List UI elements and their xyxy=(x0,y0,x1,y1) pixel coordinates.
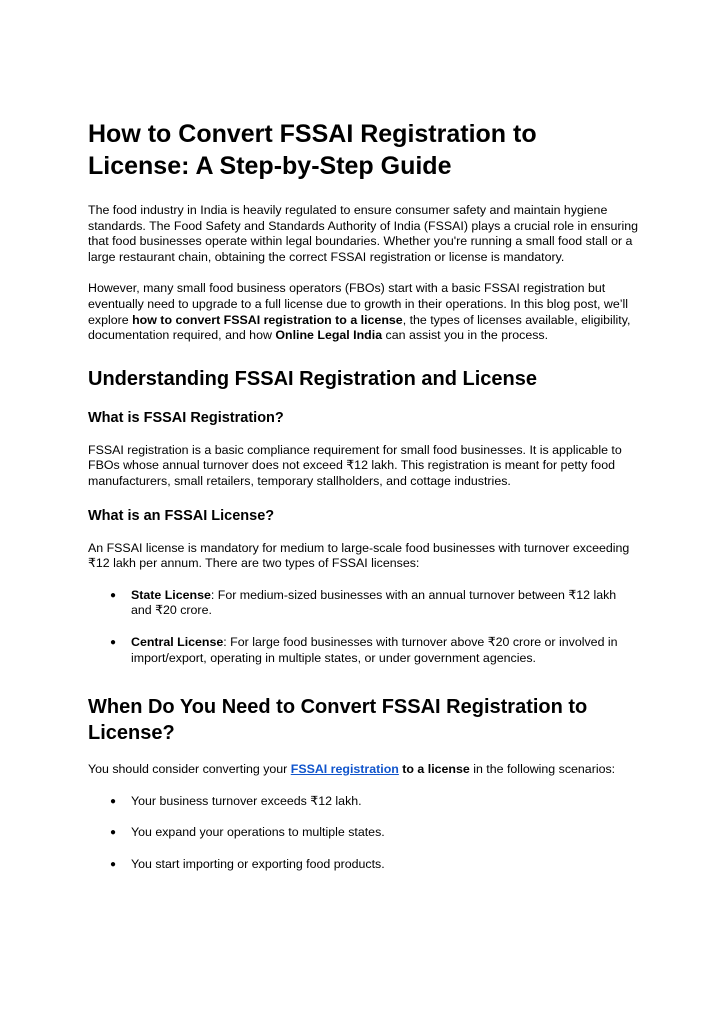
scenarios-intro-text-2: in the following scenarios: xyxy=(469,762,616,777)
intro-p2-text-1: However, many small food business operators (FBOs) start with a basic FSSAI registration but eventually need to upgrade to a full license due to growth in their operations. In this blog post, we’ll explore xyxy=(88,281,629,327)
list-item-bold: Central License xyxy=(131,634,224,649)
fssai-registration-link[interactable]: FSSAI registration xyxy=(290,762,399,777)
section-heading-when-convert: When Do You Need to Convert FSSAI Registration to License? xyxy=(88,696,588,745)
scenarios-list xyxy=(88,794,640,873)
list-item-text: You start importing or exporting food products. xyxy=(131,856,385,871)
document-title: How to Convert FSSAI Registration to License: A Step-by-Step Guide xyxy=(88,120,537,180)
intro-paragraph-2 xyxy=(88,281,640,343)
scenarios-intro-bold: to a license xyxy=(398,762,470,777)
bullet-icon: ● xyxy=(110,858,117,870)
intro-p2-text-3: can assist you in the process. xyxy=(382,328,549,343)
list-item-state-license xyxy=(88,588,640,619)
list-item xyxy=(88,825,640,841)
subheading-what-is-registration: What is FSSAI Registration? xyxy=(88,409,284,426)
bullet-icon: ● xyxy=(110,827,117,839)
list-item xyxy=(88,794,640,810)
scenarios-intro-text-1: You should consider converting your xyxy=(88,762,291,777)
list-item xyxy=(88,857,640,873)
registration-paragraph: FSSAI registration is a basic compliance requirement for small food businesses. It is applicable to FBOs whose annual turnover does not exceed ₹12 lakh. This registration is meant for petty food manufacturers, small retailers, temporary stallholders, and cottage industries. xyxy=(88,442,622,488)
bullet-icon: ● xyxy=(110,636,117,648)
list-item-text: Your business turnover exceeds ₹12 lakh. xyxy=(131,793,362,808)
list-item-bold: State License xyxy=(131,587,211,602)
intro-paragraph-1: The food industry in India is heavily regulated to ensure consumer safety and maintain hygiene standards. The Food Safety and Standards Authority of India (FSSAI) plays a crucial role in ensuring that food businesses operate within legal boundaries. Whether you're running a small food stall or a large restaurant chain, obtaining the correct FSSAI registration or license is mandatory. xyxy=(88,203,639,264)
license-types-list xyxy=(88,588,640,666)
subheading-what-is-license: What is an FSSAI License? xyxy=(88,507,275,524)
list-item-text: You expand your operations to multiple states. xyxy=(131,825,385,840)
intro-p2-text-2: , the types of licenses available, eligibility, documentation required, and how xyxy=(88,312,631,343)
document-page xyxy=(88,118,640,888)
scenarios-intro xyxy=(88,762,640,778)
bullet-icon: ● xyxy=(110,589,117,601)
section-heading-understanding: Understanding FSSAI Registration and License xyxy=(88,367,537,390)
list-item-central-license xyxy=(88,635,640,666)
list-item-text: : For medium-sized businesses with an annual turnover between ₹12 lakh and ₹20 crore. xyxy=(131,587,617,618)
intro-p2-bold-2: Online Legal India xyxy=(275,328,383,343)
license-paragraph: An FSSAI license is mandatory for medium to large-scale food businesses with turnover exceeding ₹12 lakh per annum. There are two types of FSSAI licenses: xyxy=(88,540,630,571)
bullet-icon: ● xyxy=(110,795,117,807)
list-item-text: : For large food businesses with turnover above ₹20 crore or involved in import/export, operating in multiple states, or under government agencies. xyxy=(131,634,618,665)
intro-p2-bold-1: how to convert FSSAI registration to a license xyxy=(132,312,403,327)
